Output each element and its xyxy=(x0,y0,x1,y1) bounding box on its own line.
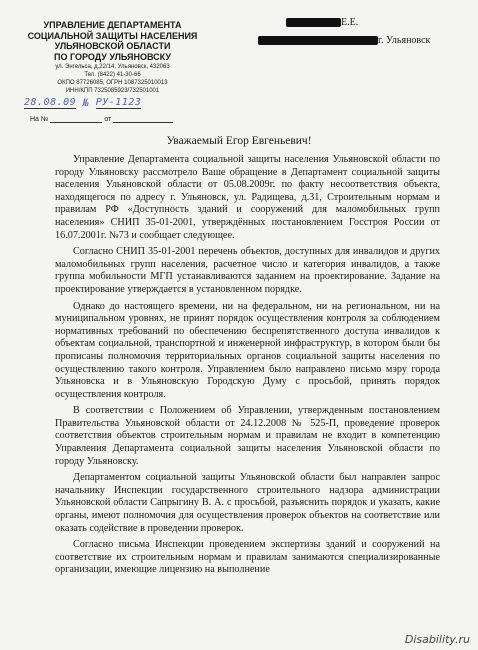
body-paragraph: Управление Департамента социальной защиты населения Ульяновской области по городу Ульяновску рассмотрело Ваше обращение в Департамент социальной защиты населения Ульяновской области от 05.08.2009г. по факту несоответствия объекта, находящегося по адресу г. Ульяновск, ул. Радищева, д.31, Строительным нормам и правилам РФ «Доступность зданий и сооружений для маломобильных групп населения» СНИП 35-01-2001, утверждённых постановлением Госстроя России от 16.07.2001г. №73 и сообщает следующее. xyxy=(55,154,440,241)
org-inn: ИНН/КПП 7325085923/732501001 xyxy=(65,88,160,94)
registration-stamp xyxy=(10,97,215,109)
body-paragraph: В соответствии с Положением об Управлении, утвержденным постановлением Правительства Ульяновской области от 24.12.2008 № 525-П, проведение проверок соответствия объектов строительным нормам и правилам не входит в компетенцию Управления Департамента социальной защиты населения Ульяновской области по городу Ульяновску. xyxy=(55,405,440,467)
redaction-bar xyxy=(258,36,378,45)
ref-prefix: На № xyxy=(30,116,49,123)
stamp-date: 28.08.09 xyxy=(24,97,77,108)
addressee-address-line xyxy=(258,32,458,50)
org-contacts xyxy=(10,63,215,95)
redaction-bar xyxy=(286,18,341,27)
ref-date-blank xyxy=(113,122,173,123)
stamp-number: РУ-1123 xyxy=(95,97,142,108)
letter-body xyxy=(55,154,440,581)
addressee-name-line xyxy=(258,14,458,32)
addressee-city: г. Ульяновск xyxy=(378,35,431,46)
body-paragraph: Согласно СНИП 35-01-2001 перечень объектов, доступных для инвалидов и других маломобильных групп населения, расчетное число и категория инвалидов, а также группа мобильности МГП устанавливаются заданием на проектирование. Задание на проектирование утверждается в установленном порядке. xyxy=(55,246,440,295)
stamp-separator: № xyxy=(82,98,96,109)
addressee-initials: Е.Е. xyxy=(341,17,359,28)
org-line: СОЦИАЛЬНОЙ ЗАЩИТЫ НАСЕЛЕНИЯ xyxy=(27,30,198,41)
letterhead xyxy=(10,20,215,109)
site-watermark: Disability.ru xyxy=(404,633,470,646)
addressee-block xyxy=(258,14,458,50)
org-line: УПРАВЛЕНИЕ ДЕПАРТАМЕНТА xyxy=(43,20,182,30)
org-line: ПО ГОРОДУ УЛЬЯНОВСКУ xyxy=(54,51,171,62)
org-phone: Тел. (8422) 41-30-66 xyxy=(84,72,141,78)
organization-name xyxy=(10,20,215,62)
greeting: Уважаемый Егор Евгеньевич! xyxy=(166,135,312,147)
org-okpo: ОКПО 87726085, ОГРН 1087325010013 xyxy=(57,80,168,86)
reference-line xyxy=(30,116,173,123)
org-line: УЛЬЯНОВСКОЙ ОБЛАСТИ xyxy=(54,41,171,51)
ref-number-blank xyxy=(50,122,102,123)
org-address: ул. Энгельса, д.22/14, Ульяновск, 432063 xyxy=(55,64,170,70)
body-paragraph: Однако до настоящего времени, ни на федеральном, ни на региональном, ни на муниципальном уровнях, не принят порядок осуществления контроля за соблюдением нормативных требований по обеспечению беспрепятственного доступа инвалидов к объектам социальной, транспортной и инженерной инфраструктур, в котором были бы прописаны полномочия территориальных органов социальной защиты населения по осуществлению такого контроля. Управлением было направлено письмо мэру города Ульяновска и в Ульяновскую Городскую Думу с просьбой, принять порядок осуществления контроля. xyxy=(55,300,440,400)
ref-from: от xyxy=(104,116,112,123)
body-paragraph: Согласно письма Инспекции проведением экспертизы зданий и сооружений на соответствие их строительным нормам и правилам занимаются специализированные организации, имеющие лицензию на выполнение xyxy=(55,539,440,576)
body-paragraph: Департаментом социальной защиты Ульяновской области был направлен запрос начальнику Инспекции государственного строительного надзора администрации Ульяновской области Сапрыгину В. А. с просьбой, разъяснить порядок и указать, какие органы, имеют полномочия для осуществления проверок объектов на соответствие или оказать содействие в проведении проверок. xyxy=(55,472,440,534)
